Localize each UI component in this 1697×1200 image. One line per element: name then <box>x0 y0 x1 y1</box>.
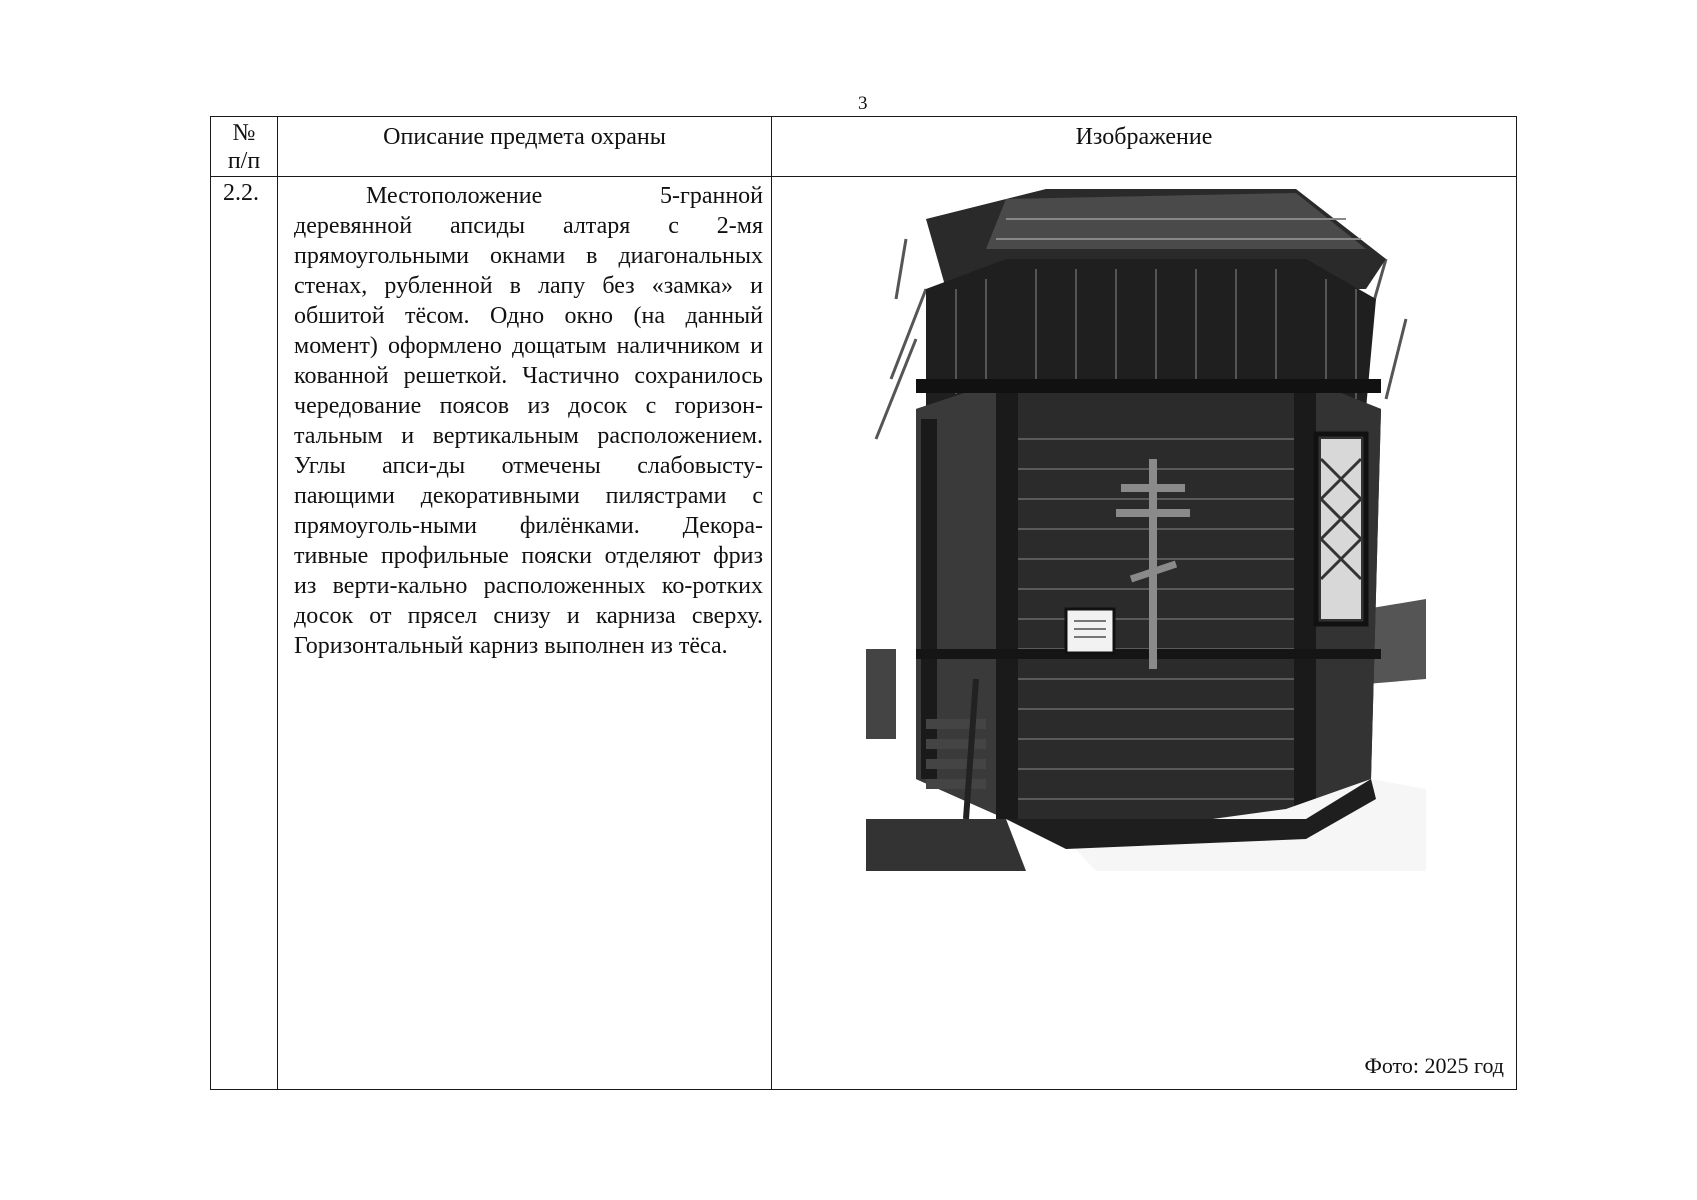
row-image-cell <box>772 177 1517 1090</box>
header-image: Изображение <box>772 117 1517 177</box>
row-number: 2.2. <box>211 177 278 1090</box>
table-row <box>211 177 1517 1090</box>
protection-subject-table <box>210 116 1517 1090</box>
page-number: 3 <box>858 93 868 114</box>
apse-photo <box>866 179 1426 871</box>
header-number-abbr: п/п <box>227 148 261 174</box>
photo-caption: Фото: 2025 год <box>1364 1053 1504 1078</box>
header-number-symbol: № <box>232 120 256 146</box>
row-description: Местоположение 5-гранной деревянной апсиды алтаря с 2-мя прямоугольными окнами в диагональных стенах, рубленной в лапу без «замка» и обшитой тёсом. Одно окно (на данный момент) оформлено дощатым наличником и кованной решеткой. Частично сохранилось чередование поясов из досок с горизон-тальным и вертикальным расположением. Углы апси-ды отмечены слабовысту-пающими декоративными пилястрами с прямоуголь-ными филёнками. Декора-тивные профильные пояски отделяют фриз из верти-кально расположенных ко-ротких досок от прясел снизу и карниза сверху. Горизонтальный карниз выполнен из тёса. <box>278 177 772 1090</box>
header-number <box>211 117 278 177</box>
header-description: Описание предмета охраны <box>278 117 772 177</box>
table-header-row <box>211 117 1517 177</box>
